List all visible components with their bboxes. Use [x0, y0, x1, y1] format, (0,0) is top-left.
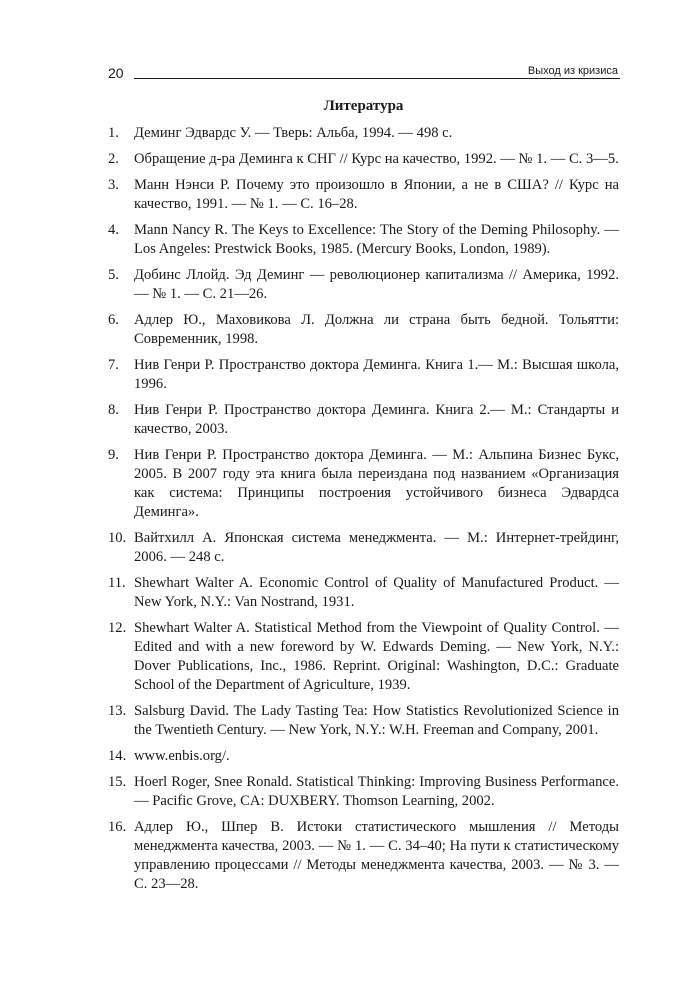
reference-number: 4.: [108, 222, 119, 238]
reference-item-4: [108, 221, 619, 259]
reference-text: Деминг Эдвардс У. — Тверь: Альба, 1994. — 498 с.: [134, 125, 453, 141]
reference-number: 1.: [108, 125, 119, 141]
reference-item-8: [108, 401, 619, 439]
reference-item-10: [108, 529, 619, 567]
reference-number: 14.: [108, 748, 127, 764]
reference-number: 11.: [108, 575, 126, 591]
reference-text: Нив Генри Р. Пространство доктора Деминга. — М.: Альпина Бизнес Букс, 2005. В 2007 году эта книга была переиздана под названием «Организация как система: Принципы построения устойчивого бизнеса Эдвардса Деминга».: [134, 447, 619, 520]
reference-number: 12.: [108, 620, 127, 636]
reference-list: [108, 124, 619, 901]
reference-item-9: [108, 446, 619, 522]
reference-item-11: [108, 574, 619, 612]
reference-number: 15.: [108, 774, 127, 790]
reference-text: Нив Генри Р. Пространство доктора Деминга. Книга 2.— М.: Стандарты и качество, 2003.: [134, 402, 619, 437]
reference-number: 13.: [108, 703, 127, 719]
reference-item-15: [108, 773, 619, 811]
reference-item-5: [108, 266, 619, 304]
reference-number: 8.: [108, 402, 119, 418]
reference-item-6: [108, 311, 619, 349]
section-title: Литература: [323, 98, 404, 114]
reference-item-7: [108, 356, 619, 394]
reference-number: 16.: [108, 819, 127, 835]
reference-text: Shewhart Walter A. Statistical Method from the Viewpoint of Quality Control. — Edited and with a new foreword by W. Edwards Deming. — New York, N.Y.: Dover Publications, Inc., 1986. Reprint. Original: Washington, D.C.: Graduate School of the Department of Agriculture, 1939.: [134, 620, 619, 693]
reference-text: Добинс Ллойд. Эд Деминг — революционер капитализма // Америка, 1992. — № 1. — С. 21—26.: [134, 267, 619, 302]
reference-link-text: www.enbis.org/.: [134, 748, 230, 764]
reference-text: Обращение д-ра Деминга к СНГ // Курс на качество, 1992. — № 1. — С. 3—5.: [134, 151, 619, 167]
reference-item-14: [108, 747, 619, 766]
header-rule: [134, 78, 620, 79]
reference-item-1: [108, 124, 619, 143]
reference-number: 9.: [108, 447, 119, 463]
reference-text: Адлер Ю., Шпер В. Истоки статистического мышления // Методы менеджмента качества, 2003. — № 1. — С. 34–40; На пути к статистическому управлению процессами // Методы менеджмента качества, 2003. — № 3. — С. 23—28.: [134, 819, 619, 892]
reference-text: Shewhart Walter A. Economic Control of Quality of Manufactured Product. — New York, N.Y.: Van Nostrand, 1931.: [134, 575, 619, 610]
reference-item-2: [108, 150, 619, 169]
reference-text: Нив Генри Р. Пространство доктора Деминга. Книга 1.— М.: Высшая школа, 1996.: [134, 357, 619, 392]
reference-number: 10.: [108, 530, 127, 546]
reference-text: Salsburg David. The Lady Tasting Tea: How Statistics Revolutionized Science in the Twentieth Century. — New York, N.Y.: W.H. Freeman and Company, 2001.: [134, 703, 619, 738]
reference-text: Адлер Ю., Маховикова Л. Должна ли страна быть бедной. Тольятти: Современник, 1998.: [134, 312, 619, 347]
reference-item-16: [108, 818, 619, 894]
reference-text: Mann Nancy R. The Keys to Excellence: The Story of the Deming Philosophy. — Los Angeles: Prestwick Books, 1985. (Mercury Books, London, 1989).: [134, 222, 619, 257]
reference-number: 6.: [108, 312, 119, 328]
reference-text: Hoerl Roger, Snee Ronald. Statistical Thinking: Improving Business Performance. — Pacific Grove, CA: DUXBERY. Thomson Learning, 2002.: [134, 774, 619, 809]
reference-number: 5.: [108, 267, 119, 283]
reference-item-12: [108, 619, 619, 695]
reference-item-13: [108, 702, 619, 740]
running-title: Выход из кризиса: [522, 64, 618, 78]
reference-number: 7.: [108, 357, 119, 373]
page-number: 20: [108, 65, 124, 81]
reference-number: 2.: [108, 151, 119, 167]
reference-text: Вайтхилл А. Японская система менеджмента. — М.: Интернет-трейдинг, 2006. — 248 с.: [134, 530, 619, 565]
reference-text: Манн Нэнси Р. Почему это произошло в Японии, а не в США? // Курс на качество, 1991. — № 1. — С. 16–28.: [134, 177, 619, 212]
reference-item-3: [108, 176, 619, 214]
reference-number: 3.: [108, 177, 119, 193]
